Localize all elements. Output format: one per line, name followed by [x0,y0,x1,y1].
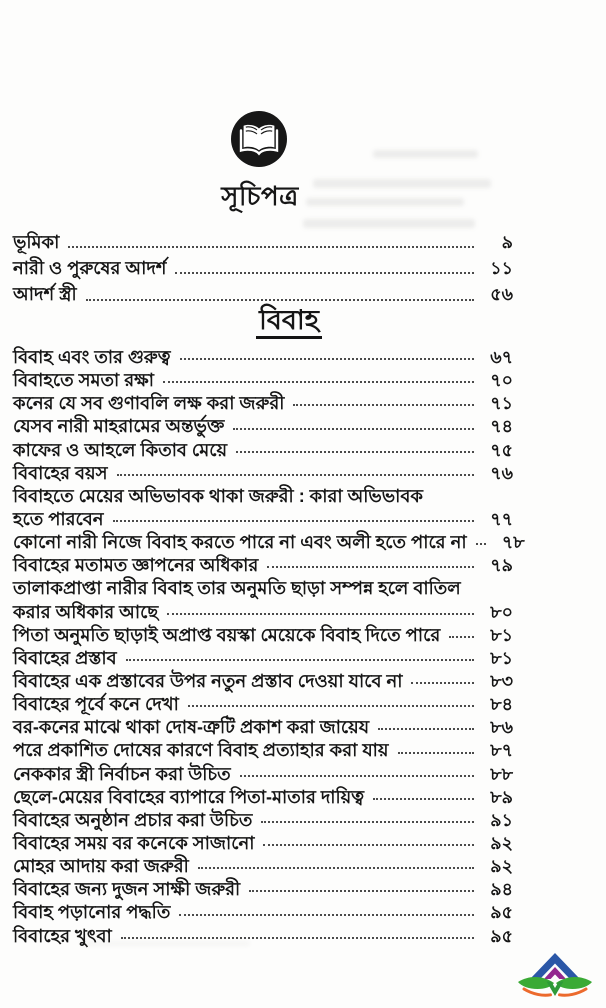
toc-entry-title: ছেলে-মেয়ের বিবাহের ব্যাপারে পিতা-মাতার দায়িত্ব [13,786,365,807]
publisher-logo-icon [516,951,594,1005]
toc-page-number: ৭৬ [490,462,513,483]
toc-entry-title: বিবাহের সময় বর কনেকে সাজানো [13,832,255,853]
toc-page-number: ৭০ [490,370,513,391]
toc-entry-row [13,922,513,945]
toc-entry-row [13,343,513,366]
toc-page-number: ৯৫ [490,925,513,946]
toc-page-number: ৯১ [490,809,513,830]
toc-entry-title: নেককার স্ত্রী নির্বাচন করা উচিত [13,763,231,784]
toc-leader-dots [240,775,474,777]
toc-leader-dots [398,752,474,754]
toc-leader-dots [267,566,474,568]
toc-entry-title: বিবাহের পূর্বে কনে দেখা [13,694,179,715]
toc-entry-row [13,875,513,898]
toc-leader-dots [121,937,474,939]
toc-entry-row [13,736,513,759]
toc-leader-dots [378,728,474,730]
page-title: সূচিপত্র [221,181,299,211]
toc-page-number: ৫৬ [490,284,513,305]
open-book-icon [230,110,288,168]
toc-entry-title: পিতা অনুমতি ছাড়াই অপ্রাপ্ত বয়স্কা মেয়েকে বিবাহ দিতে পারে [13,624,441,645]
toc-entry-title: যেসব নারী মাহরামের অন্তর্ভুক্ত [13,416,225,437]
toc-page-number: ৯ [501,232,513,252]
toc-entry-row [13,667,513,690]
toc-entry-row [13,713,513,736]
toc-entry-title: নারী ও পুরুষের আদর্শ [13,258,167,279]
toc-entry-row [13,621,513,644]
toc-entry-row [13,254,513,280]
section-entry-list [13,343,525,946]
section-heading-row [13,306,513,339]
toc-entry-title: কাফের ও আহলে কিতাব মেয়ে [13,439,228,460]
toc-page-number: ৮৭ [490,740,513,761]
toc-entry-title: বিবাহতে সমতা রক্ষা [13,370,154,391]
toc-entry-row [13,783,513,806]
toc-entry-title: বিবাহের প্রস্তাব [13,647,117,668]
toc-entry-title: বিবাহের বয়স [13,462,108,483]
toc-entry-title: কোনো নারী নিজে বিবাহ করতে পারে না এবং অলী হতে পারে না [13,532,467,553]
toc-leader-dots [175,272,474,274]
toc-page-number: ৭৪ [490,416,513,437]
toc-leader-dots [293,404,474,406]
toc-leader-dots [261,821,474,823]
toc-entry-row [13,436,513,459]
toc-entry-title: করার অধিকার আছে [13,601,159,622]
toc-entry-title: কনের যে সব গুণাবলি লক্ষ করা জরুরী [13,393,285,414]
toc-leader-dots [163,381,474,383]
toc-leader-dots [113,520,474,522]
toc-page-number: ৮০ [490,601,513,622]
toc-leader-dots [117,474,474,476]
toc-leader-dots [180,358,474,360]
toc-entry-row [13,389,513,412]
toc-page-number: ৭৯ [490,555,513,576]
toc-leader-dots [167,613,474,615]
toc-entry-row [13,898,513,921]
toc-entry-title: বিবাহের অনুষ্ঠান প্রচার করা উচিত [13,809,253,830]
toc-entry-row [13,366,513,389]
front-matter-list [13,228,513,307]
toc-entry-row [13,574,513,597]
toc-entry-row [13,228,513,254]
toc-page-number: ৯২ [490,832,513,853]
toc-leader-dots [263,844,474,846]
toc-entry-title: বিবাহের খুৎবা [13,925,112,946]
toc-entry-title: হতে পারবেন [13,508,104,529]
toc-page-number: ৮১ [490,647,513,668]
toc-page-number: ৮৬ [490,717,513,738]
toc-leader-dots [236,451,474,453]
toc-page-number: ৮৮ [490,763,513,784]
toc-entry-title: বিবাহতে মেয়ের অভিভাবক থাকা জরুরী : কারা অভিভাবক [13,485,424,506]
toc-leader-dots [411,682,474,684]
toc-entry-title: তালাকপ্রাপ্তা নারীর বিবাহ তার অনুমতি ছাড়া সম্পন্ন হলে বাতিল [13,578,461,599]
toc-page-number: ৮৩ [490,670,513,691]
toc-entry-row [13,528,525,553]
toc-entry-title: বিবাহ পড়ানোর পদ্ধতি [13,902,171,923]
toc-entry-row [13,459,513,482]
toc-entry-title: ভূমিকা [13,232,60,252]
toc-entry-row [13,829,513,852]
toc-page-number: ৮৪ [490,694,513,715]
toc-entry-title: মোহর আদায় করা জরুরী [13,856,189,877]
toc-leader-dots [68,246,474,248]
toc-page-number: ৬৭ [490,347,513,367]
toc-page-number: ৮৯ [490,786,513,807]
toc-page-number: ৭১ [490,393,513,414]
toc-page-number: ৯২ [490,856,513,877]
toc-page-number: ৭৫ [490,439,513,460]
toc-page-number: ৯৫ [490,902,513,923]
toc-entry-title: বিবাহ এবং তার গুরুত্ব [13,347,171,367]
toc-leader-dots [449,636,474,638]
toc-page-number: ১১ [490,258,513,279]
toc-entry-title: পরে প্রকাশিত দোষের কারণে বিবাহ প্রত্যাহার করা যায় [13,740,389,761]
toc-entry-title: বর-কনের মাঝে থাকা দোষ-ত্রুটি প্রকাশ করা জায়েয [13,717,370,738]
toc-leader-dots [249,890,474,892]
toc-entry-title: বিবাহের মতামত জ্ঞাপনের অধিকার [13,555,259,576]
bleed-through-smudge [373,150,478,158]
toc-page-number: ৭৭ [490,508,513,529]
toc-page-number: ৯৪ [490,879,513,900]
toc-leader-dots [126,659,474,661]
toc-leader-dots [179,914,474,916]
bleed-through-smudge [303,219,475,228]
toc-page-number: ৮১ [490,624,513,645]
toc-leader-dots [86,299,474,301]
toc-entry-row [13,482,513,505]
toc-leader-dots [198,867,474,869]
toc-entry-title: বিবাহের এক প্রস্তাবের উপর নতুন প্রস্তাব দেওয়া যাবে না [13,670,403,691]
toc-page-number: ৭৮ [501,532,525,553]
toc-leader-dots [373,798,474,800]
toc-entry-title: আদর্শ স্ত্রী [13,284,77,305]
section-heading: বিবাহ [256,306,322,339]
toc-leader-dots [233,428,474,430]
toc-leader-dots [188,705,474,707]
toc-entry-title: বিবাহের জন্য দুজন সাক্ষী জরুরী [13,879,241,900]
toc-leader-dots [476,543,486,545]
toc-entry-row [13,852,513,875]
